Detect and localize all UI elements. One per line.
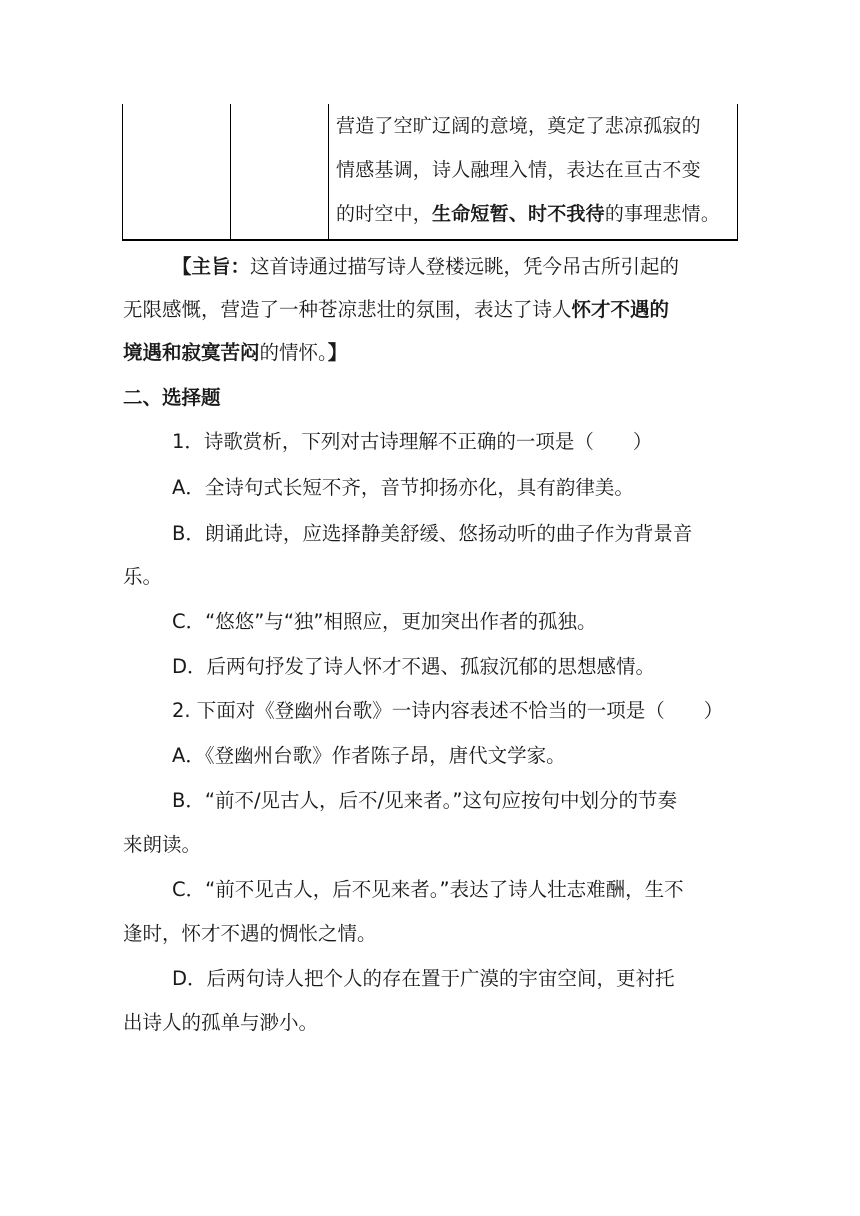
question-2-option-a: A．《登幽州台歌》作者陈子昂，唐代文学家。 — [172, 744, 566, 767]
theme-close-bracket: 】 — [327, 341, 348, 364]
table-border-left — [122, 104, 123, 239]
text-run: 的情怀。 — [259, 341, 328, 364]
theme-line-3 — [123, 331, 731, 375]
text-run: 的时空中， — [336, 203, 433, 225]
emphasis-text: 生命短暂、时不我待 — [432, 203, 605, 225]
theme-label: 【主旨： — [172, 255, 251, 278]
table-cell-line — [336, 192, 732, 236]
question-2-option-c-cont: 逢时，怀才不遇的惆怅之情。 — [123, 922, 377, 945]
question-2-option-b: B．“前不/见古人，后不/见来者。”这句应按句中划分的节奏 — [172, 789, 677, 812]
table-border-right — [737, 104, 738, 239]
table-cell-line — [336, 104, 732, 148]
theme-line-1 — [172, 245, 732, 289]
question-1-option-a: A．全诗句式长短不齐，音节抑扬亦化，具有韵律美。 — [172, 476, 634, 499]
question-1-option-b: B．朗诵此诗，应选择静美舒缓、悠扬动听的曲子作为背景音 — [172, 522, 693, 545]
question-1-stem: 1．诗歌赏析，下列对古诗理解不正确的一项是（ ） — [172, 430, 653, 453]
question-2-option-b-cont: 来朗读。 — [123, 833, 202, 856]
text-run: 这首诗通过描写诗人登楼远眺，凭今吊古所引起的 — [250, 255, 680, 278]
table-cell-text — [336, 104, 732, 236]
section-title: 二、选择题 — [123, 386, 221, 409]
emphasis-text: 怀才不遇的 — [571, 298, 670, 321]
text-run: 情感基调，诗人融理入情，表达在亘古不变 — [336, 159, 701, 181]
table-divider-1 — [230, 104, 231, 239]
text-run: 营造了空旷辽阔的意境，奠定了悲凉孤寂的 — [336, 115, 701, 137]
question-2-stem: 2. 下面对《登幽州台歌》一诗内容表述不恰当的一项是（ ） — [172, 699, 724, 722]
text-run: 的事理悲情。 — [604, 203, 721, 225]
analysis-table-fragment — [122, 104, 738, 241]
table-cell-line — [336, 148, 732, 192]
question-1-option-c: C．“悠悠”与“独”相照应，更加突出作者的孤独。 — [172, 610, 597, 633]
question-1-option-d: D．后两句抒发了诗人怀才不遇、孤寂沉郁的思想感情。 — [172, 655, 656, 678]
question-2-option-c: C．“前不见古人，后不见来者。”表达了诗人壮志难酬，生不 — [172, 878, 684, 901]
question-2-option-d-cont: 出诗人的孤单与渺小。 — [123, 1011, 319, 1034]
question-2-option-d: D．后两句诗人把个人的存在置于广漠的宇宙空间，更衬托 — [172, 967, 675, 990]
question-1-option-b-cont: 乐。 — [123, 565, 163, 588]
theme-line-2 — [123, 288, 731, 332]
table-divider-2 — [328, 104, 329, 239]
text-run: 无限感慨，营造了一种苍凉悲壮的氛围，表达了诗人 — [123, 298, 572, 321]
emphasis-text: 境遇和寂寞苦闷 — [123, 341, 260, 364]
